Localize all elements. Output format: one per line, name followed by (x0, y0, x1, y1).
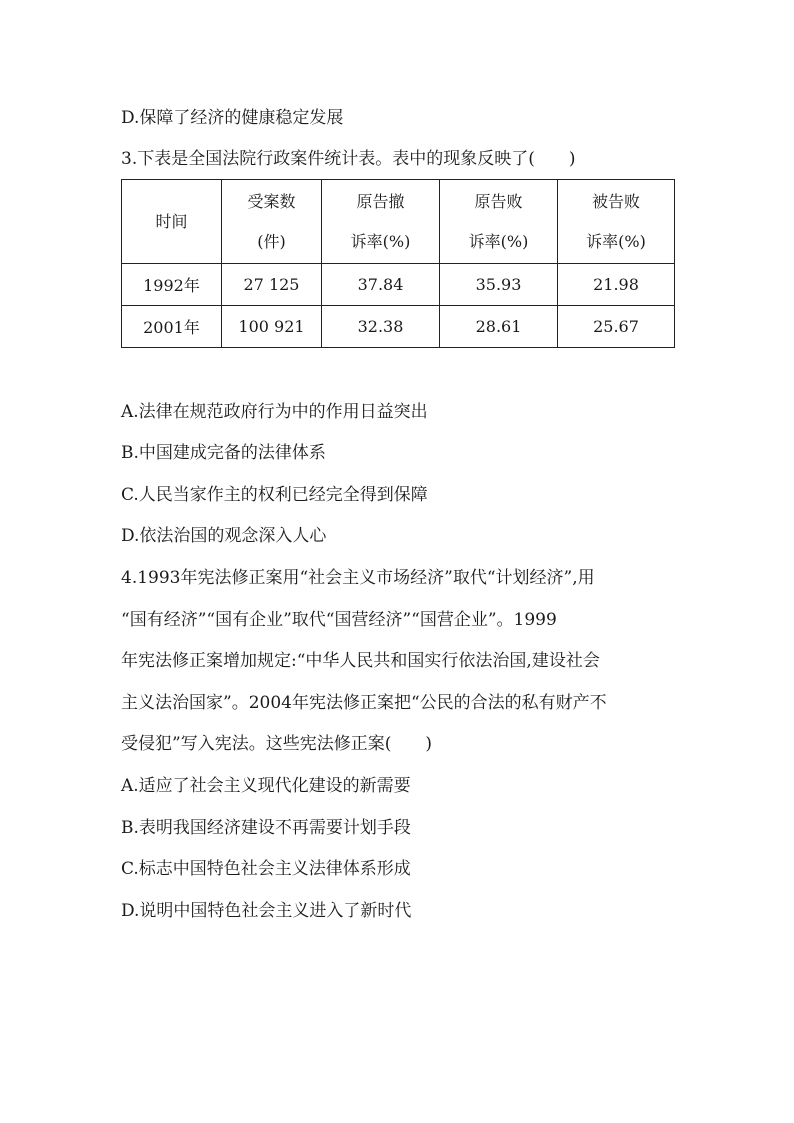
q3-option-c: C.人民当家作主的权利已经完全得到保障 (121, 485, 428, 505)
table-row (122, 264, 675, 306)
table-cell: 2001年 (122, 306, 222, 348)
q4-option-b: B.表明我国经济建设不再需要计划手段 (121, 818, 411, 838)
q3-option-d: D.依法治国的观念深入人心 (121, 526, 327, 546)
q4-option-a: A.适应了社会主义现代化建设的新需要 (121, 776, 411, 796)
q3-option-b: B.中国建成完备的法律体系 (121, 443, 326, 463)
table-header-row (122, 180, 675, 264)
q4-stem-line: 4.1993年宪法修正案用“社会主义市场经济”取代“计划经济”,用 (121, 568, 595, 588)
header-cases: 受案数 (件) (222, 180, 322, 264)
table-cell: 27 125 (222, 264, 322, 306)
table-cell: 35.93 (440, 264, 558, 306)
q4-option-d: D.说明中国特色社会主义进入了新时代 (121, 901, 412, 921)
q4-stem (121, 558, 677, 766)
q3-option-a: A.法律在规范政府行为中的作用日益突出 (121, 402, 428, 422)
table-cell: 32.38 (322, 306, 440, 348)
header-plaintiff-lose: 原告败 诉率(%) (440, 180, 558, 264)
q4-option-c: C.标志中国特色社会主义法律体系形成 (121, 859, 411, 879)
table-cell: 1992年 (122, 264, 222, 306)
table-cell: 28.61 (440, 306, 558, 348)
table-cell: 25.67 (558, 306, 675, 348)
header-defendant-lose: 被告败 诉率(%) (558, 180, 675, 264)
q2-option-d: D.保障了经济的健康稳定发展 (121, 108, 344, 128)
table-row (122, 306, 675, 348)
q3-stem: 3.下表是全国法院行政案件统计表。表中的现象反映了( ) (121, 149, 576, 169)
table-cell: 21.98 (558, 264, 675, 306)
q4-stem-line: 主义法治国家”。2004年宪法修正案把“公民的合法的私有财产不 (121, 692, 607, 713)
header-time: 时间 (122, 180, 222, 264)
table-cell: 100 921 (222, 306, 322, 348)
q4-stem-line: “国有经济”“国有企业”取代“国营经济”“国营企业”。1999 (121, 609, 557, 630)
q4-stem-line: 年宪法修正案增加规定:“中华人民共和国实行依法治国,建设社会 (121, 651, 600, 671)
case-statistics-table (121, 179, 675, 348)
header-plaintiff-withdraw: 原告撤 诉率(%) (322, 180, 440, 264)
q4-stem-line: 受侵犯”写入宪法。这些宪法修正案( ) (121, 734, 432, 754)
table-cell: 37.84 (322, 264, 440, 306)
